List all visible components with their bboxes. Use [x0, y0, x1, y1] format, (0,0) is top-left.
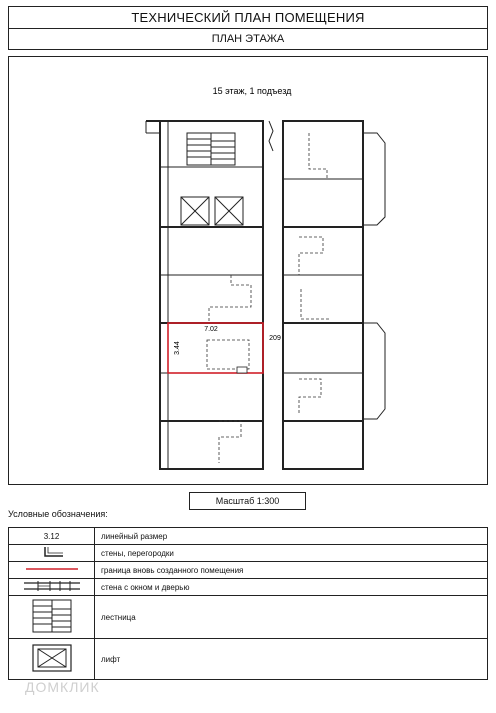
legend-label: лифт [95, 639, 488, 680]
legend-row [9, 596, 488, 639]
legend-table [8, 527, 488, 680]
legend-symbol-dimension: 3.12 [9, 528, 95, 545]
watermark: ДОМКЛИК [25, 679, 100, 695]
window-wall-icon [22, 579, 82, 593]
red-line-icon [22, 565, 82, 573]
wall-corner-icon [37, 545, 67, 559]
document-title: ТЕХНИЧЕСКИЙ ПЛАН ПОМЕЩЕНИЯ [8, 6, 488, 29]
floor-label: 15 этаж, 1 подъезд [212, 86, 292, 96]
room-number: 209 [269, 335, 281, 342]
elevator-icon [27, 641, 77, 675]
floor-plan-drawing [9, 57, 487, 484]
legend-symbol-elevator [9, 639, 95, 680]
legend-label: линейный размер [95, 528, 488, 545]
legend-row [9, 545, 488, 562]
room-door [237, 367, 247, 373]
legend-symbol-window-wall [9, 579, 95, 596]
legend-symbol-stairs [9, 596, 95, 639]
legend-title: Условные обозначения: [8, 509, 108, 519]
legend-label: лестница [95, 596, 488, 639]
legend-row [9, 639, 488, 680]
floor-plan-frame [8, 56, 488, 485]
elevators [181, 197, 243, 225]
legend-label: стены, перегородки [95, 545, 488, 562]
legend-symbol-walls [9, 545, 95, 562]
dimension-width: 7.02 [204, 326, 218, 333]
legend-row [9, 528, 488, 545]
dimension-height: 3.44 [174, 341, 181, 355]
legend-label: стена с окном и дверью [95, 579, 488, 596]
legend-label: граница вновь созданного помещения [95, 562, 488, 579]
scale-label: Масштаб 1:300 [189, 492, 306, 510]
walls [146, 121, 385, 469]
legend-symbol-boundary [9, 562, 95, 579]
staircase [187, 133, 235, 165]
legend-row [9, 579, 488, 596]
legend-row [9, 562, 488, 579]
interior-partitions [207, 133, 329, 463]
stairs-icon [27, 597, 77, 635]
document-subtitle: ПЛАН ЭТАЖА [8, 28, 488, 50]
